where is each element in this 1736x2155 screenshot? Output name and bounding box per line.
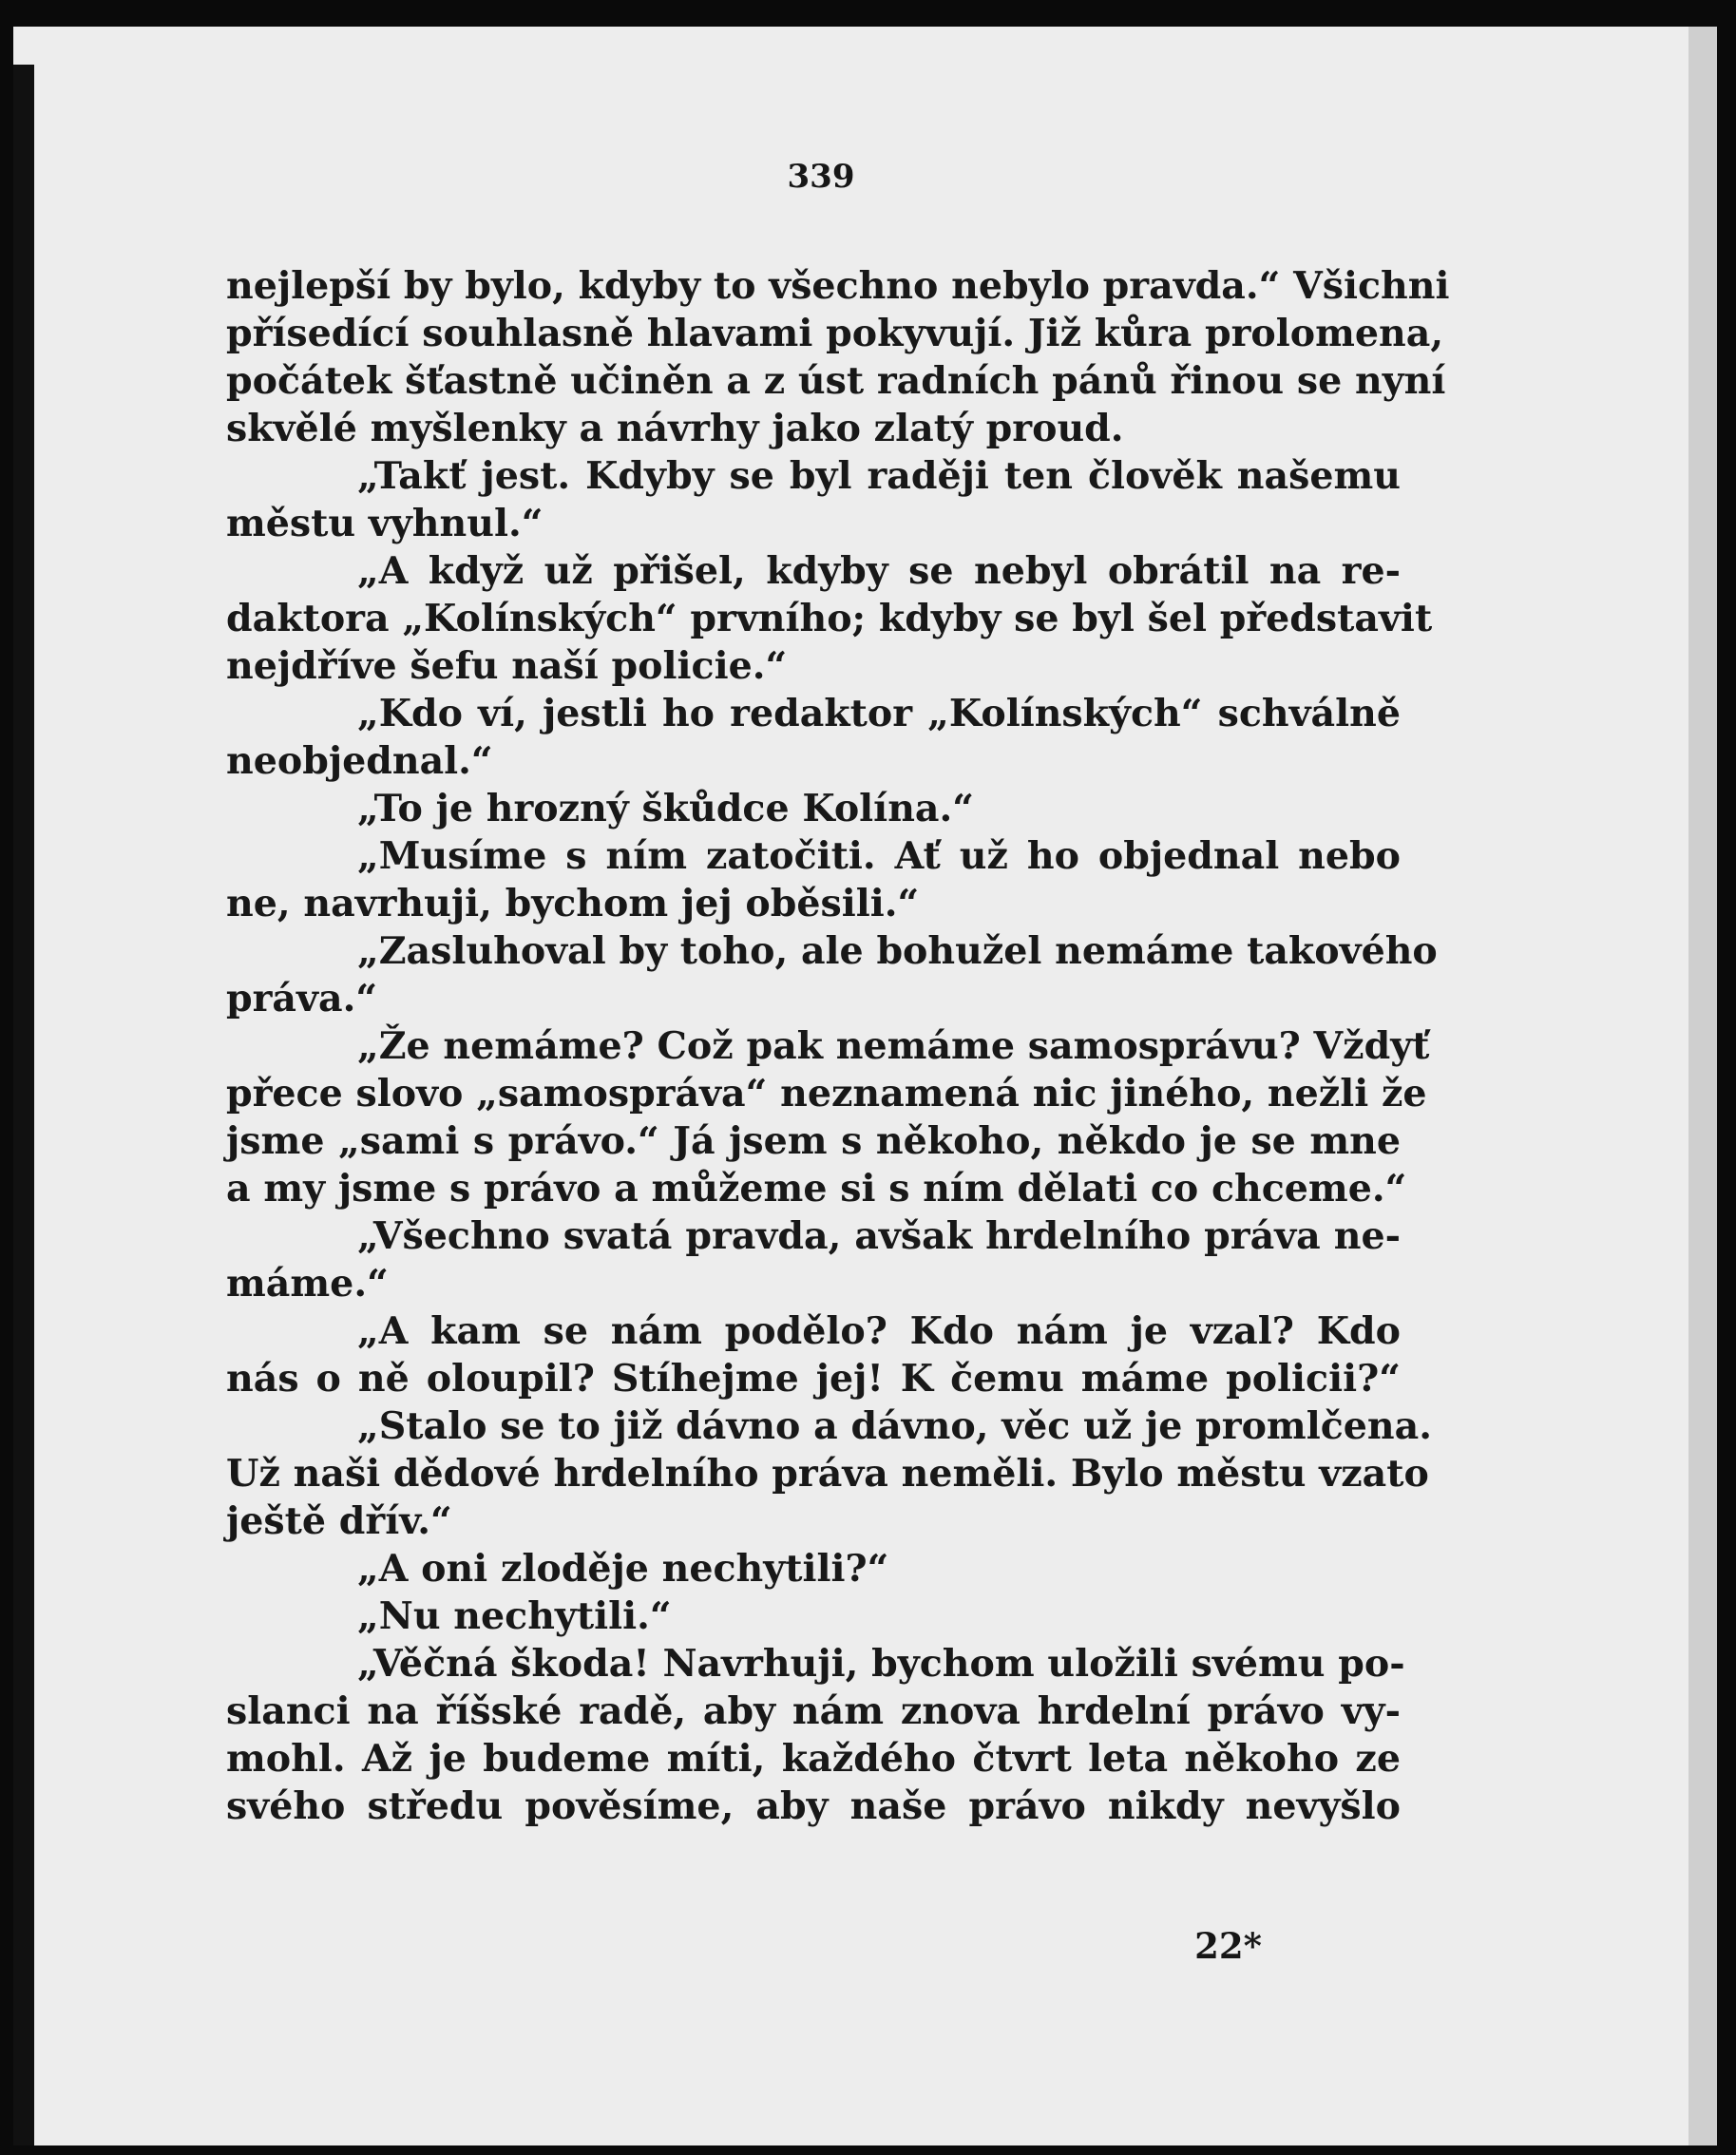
text-line: „Věčná škoda! Navrhuji, bychom uložili svému po- (357, 1642, 1405, 1686)
text-line: jsme „sami s právo.“ Já jsem s někoho, někdo je se mne (226, 1119, 1401, 1163)
text-line: slanci na říšské radě, aby nám znova hrdelní právo vy- (226, 1689, 1401, 1733)
text-line: práva.“ (226, 977, 378, 1020)
text-line: nejlepší by bylo, kdyby to všechno nebylo pravda.“ Všichni (226, 264, 1450, 308)
text-line: „Všechno svatá pravda, avšak hrdelního práva ne- (357, 1214, 1401, 1258)
text-line: přísedící souhlasně hlavami pokyvují. Již kůra prolomena, (226, 312, 1444, 355)
signature-mark: 22* (1194, 1925, 1262, 1967)
text-line: „Kdo ví, jestli ho redaktor „Kolínských“ schválně (357, 692, 1401, 735)
text-line: máme.“ (226, 1262, 389, 1306)
text-line: „Musíme s ním zatočiti. Ať už ho objednal nebo (357, 834, 1401, 878)
text-line: „Stalo se to již dávno a dávno, věc už je promlčena. (357, 1404, 1432, 1448)
text-line: „Že nemáme? Což pak nemáme samosprávu? Vždyť (357, 1024, 1430, 1068)
text-line: „Takť jest. Kdyby se byl raději ten člověk našemu (357, 454, 1401, 498)
binding-edge (13, 65, 34, 2145)
text-line: přece slovo „samospráva“ neznamená nic jiného, nežli že (226, 1072, 1427, 1116)
text-body (226, 262, 1450, 1830)
text-line: „A kam se nám podělo? Kdo nám je vzal? Kdo (357, 1309, 1401, 1353)
text-line: mohl. Až je budeme míti, každého čtvrt leta někoho ze (226, 1737, 1401, 1781)
text-line: počátek šťastně učiněn a z úst radních pánů řinou se nyní (226, 359, 1446, 403)
text-line: skvělé myšlenky a návrhy jako zlatý proud. (226, 407, 1124, 450)
text-line: ještě dřív.“ (226, 1499, 452, 1543)
text-line: „To je hrozný škůdce Kolína.“ (357, 787, 974, 830)
text-line: „A oni zloděje nechytili?“ (357, 1547, 889, 1591)
text-line: „Zasluhoval by toho, ale bohužel nemáme takového (357, 929, 1438, 973)
text-line: „A když už přišel, kdyby se nebyl obrátil na re- (357, 549, 1401, 593)
text-line: městu vyhnul.“ (226, 502, 544, 545)
page-edge-shadow (1688, 27, 1717, 2145)
page-number: 339 (787, 158, 855, 196)
text-line: „Nu nechytili.“ (357, 1594, 672, 1638)
text-line: nás o ně oloupil? Stíhejme jej! K čemu máme policii?“ (226, 1357, 1401, 1401)
text-line: svého středu pověsíme, aby naše právo nikdy nevyšlo (226, 1784, 1401, 1828)
text-line: ne, navrhuji, bychom jej oběsili.“ (226, 882, 920, 925)
text-line: a my jsme s právo a můžeme si s ním dělati co chceme.“ (226, 1167, 1407, 1211)
text-line: neobjednal.“ (226, 739, 493, 783)
text-line: Už naši dědové hrdelního práva neměli. Bylo městu vzato (226, 1452, 1429, 1496)
text-line: nejdříve šefu naší policie.“ (226, 644, 788, 688)
text-line: daktora „Kolínských“ prvního; kdyby se byl šel představit (226, 597, 1433, 640)
